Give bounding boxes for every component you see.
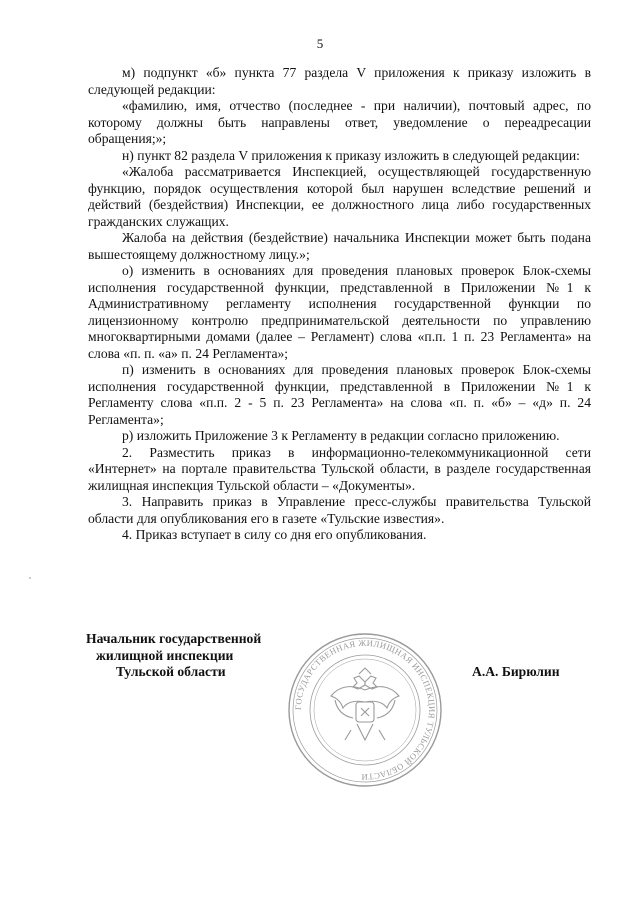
scan-speck <box>29 577 31 579</box>
signatory-title-line-3: Тульской области <box>116 664 226 679</box>
paragraph-m: м) подпункт «б» пункта 77 раздела V приложения к приказу изложить в следующей редакции: <box>88 65 591 97</box>
paragraph-o: о) изменить в основаниях для проведения плановых проверок Блок-схемы исполнения государственной функции, представленной в Приложении №1 к Административному регламенту исполнения государственной функции по лицензионному контролю предпринимательской деятельности по управлению многоквартирными домами (далее – Регламент) слова «п.п. 1 п. 23 Регламента» на слова «п. п. «а» п. 24 Регламента»; <box>88 263 591 361</box>
paragraph-item-4: 4. Приказ вступает в силу со дня его опубликования. <box>122 527 427 542</box>
seal-text: ГОСУДАРСТВЕННАЯ ЖИЛИЩНАЯ ИНСПЕКЦИЯ ТУЛЬСКОЙ ОБЛАСТИ <box>292 637 438 783</box>
paragraph-p: п) изменить в основаниях для проведения плановых проверок Блок-схемы исполнения государственной функции, представленной в Приложении №1 к Регламенту слова «п.п. 2 - 5 п. 23 Регламента» на слова «п. п. «б» – «д» п. 24 Регламента»; <box>88 362 591 427</box>
signatory-name: А.А. Бирюлин <box>472 664 560 679</box>
official-seal-icon <box>285 630 445 790</box>
signatory-title <box>86 631 261 681</box>
coat-of-arms-icon <box>331 668 399 740</box>
document-body <box>88 65 591 544</box>
paragraph-m-quote: «фамилию, имя, отчество (последнее - при наличии), почтовый адрес, по которому должны быть направлены ответ, уведомление о переадресации обращения;»; <box>88 98 591 146</box>
paragraph-n: н) пункт 82 раздела V приложения к приказу изложить в следующей редакции: <box>122 147 580 163</box>
paragraph-n-quote-2: Жалоба на действия (бездействие) начальника Инспекции может быть подана вышестоящему должностному лицу.»; <box>88 230 591 262</box>
paragraph-item-2: 2. Разместить приказ в информационно-телекоммуникационной сети «Интернет» на портале правительства Тульской области, в разделе государственная жилищная инспекция Тульской области – «Документы». <box>88 444 591 493</box>
signatory-title-line-1: Начальник государственной <box>86 631 262 646</box>
paragraph-n-quote: «Жалоба рассматривается Инспекцией, осуществляющей государственную функцию, порядок осуществления которой был нарушен вследствие решений и действий (бездействия) Инспекции, ее должностного лица либо государственных гражданских служащих. <box>88 164 591 229</box>
paragraph-item-3: 3. Направить приказ в Управление пресс-службы правительства Тульской области для опубликования его в газете «Тульские известия». <box>88 494 591 526</box>
signatory-title-line-2: жилищной инспекции <box>96 647 234 663</box>
svg-text:ГОСУДАРСТВЕННАЯ ЖИЛИЩНАЯ ИНСПЕ <box>293 638 437 782</box>
page-number: 5 <box>316 36 324 51</box>
paragraph-r: р) изложить Приложение 3 к Регламенту в редакции согласно приложению. <box>122 428 560 443</box>
